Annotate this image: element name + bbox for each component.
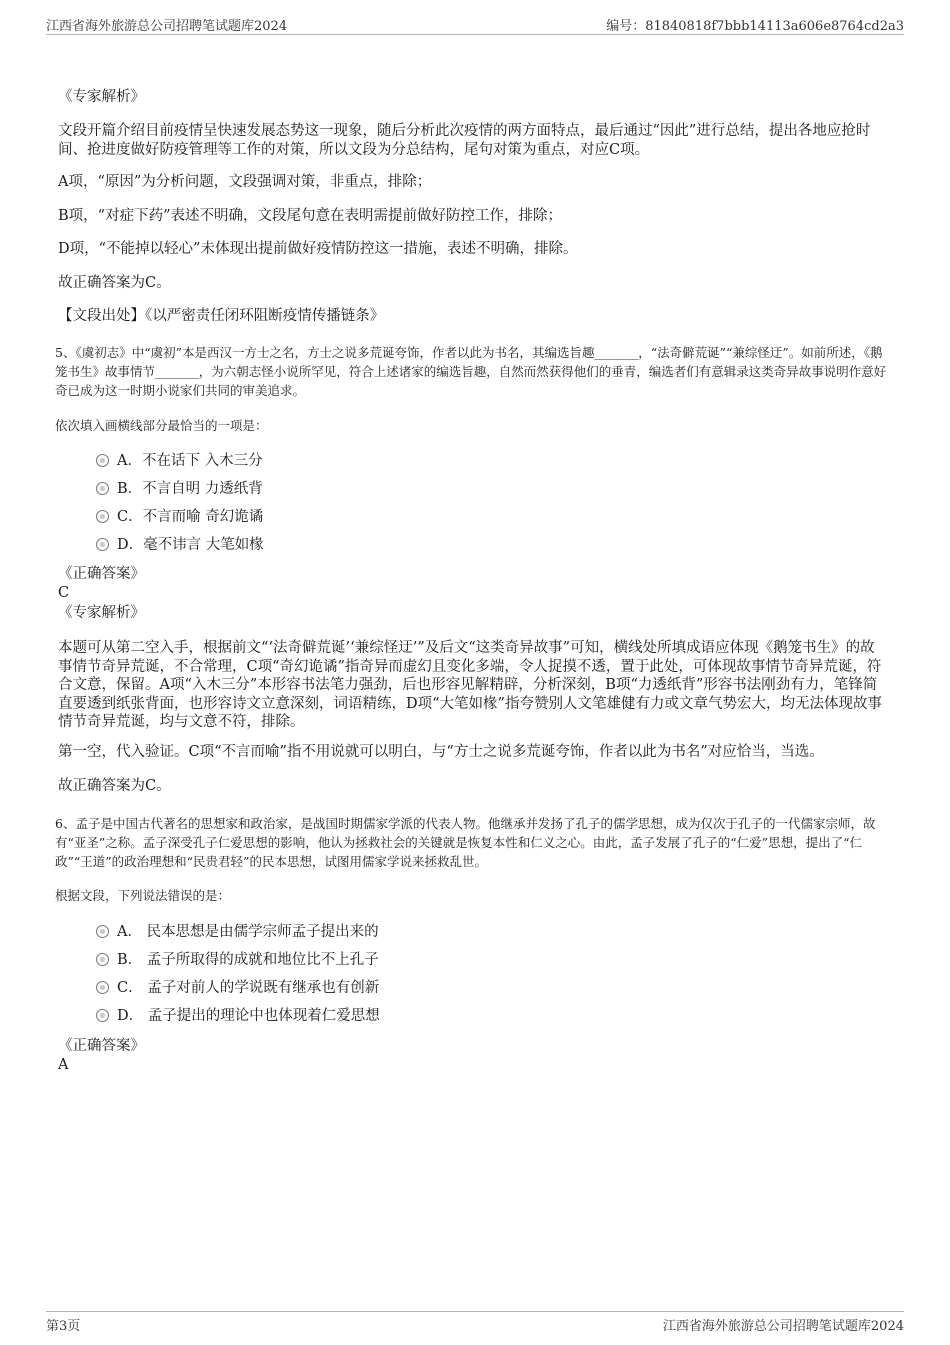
q6-answer: A [58,1057,69,1073]
q5-option-a[interactable] [96,451,263,471]
radio-icon[interactable] [96,482,109,495]
radio-icon[interactable] [96,1009,109,1022]
q4-conclusion: 故正确答案为C。 [58,275,171,291]
q5-option-b[interactable] [96,479,263,499]
q6-option-d-label: D． 孟子提出的理论中也体现着仁爱思想 [117,1008,380,1024]
page-footer [46,1311,904,1334]
q5-option-c[interactable] [96,507,263,527]
q6-option-c-label: C． 孟子对前人的学说既有继承也有创新 [117,980,380,996]
q5-conclusion: 故正确答案为C。 [58,778,171,794]
q5-answer: C [58,585,70,601]
radio-icon[interactable] [96,925,109,938]
q5-option-b-label: B．不言自明 力透纸背 [117,481,263,497]
q4-analysis-paragraph: 文段开篇介绍目前疫情呈快速发展态势这一现象，随后分析此次疫情的两方面特点，最后通过“因此”进行总结，提出各地应抢时间、抢进度做好防疫管理等工作的对策，所以文段为分总结构，尾句对策为重点，对应C项。 [58,123,871,158]
q4-analysis-option-a: A项，“原因”为分析问题，文段强调对策，非重点，排除； [58,174,432,190]
q4-analysis-label: 《专家解析》 [58,89,145,105]
q5-option-d-label: D．毫不讳言 大笔如椽 [117,537,264,553]
radio-icon[interactable] [96,538,109,551]
q6-option-b-label: B． 孟子所取得的成就和地位比不上孔子 [117,952,379,968]
header-document-id: 编号：81840818f7bbb14113a606e8764cd2a3 [606,19,904,34]
q6-option-a[interactable] [96,922,379,942]
radio-icon[interactable] [96,981,109,994]
q6-stem: 6、孟子是中国古代著名的思想家和政治家，是战国时期儒家学派的代表人物。他继承并发扬了孔子的儒学思想，成为仅次于孔子的一代儒家宗师，故有“亚圣”之称。孟子深受孔子仁爱思想的影响，他认为拯救社会的关键就是恢复本性和仁义之心。由此，孟子发展了孔子的“仁爱”思想，提出了“仁政”“王道”的政治理想和“民贵君轻”的民本思想，试图用儒家学说来拯救乱世。 [55,816,876,869]
radio-icon[interactable] [96,510,109,523]
q4-analysis-option-d: D项，“不能掉以轻心”未体现出提前做好疫情防控这一措施，表述不明确，排除。 [58,241,578,257]
q6-option-c[interactable] [96,978,379,998]
q5-analysis-label: 《专家解析》 [58,605,145,621]
radio-icon[interactable] [96,454,109,467]
header-title: 江西省海外旅游总公司招聘笔试题库2024 [46,19,288,34]
footer-title: 江西省海外旅游总公司招聘笔试题库2024 [662,1319,904,1334]
q4-analysis-option-b: B项，“对症下药”表述不明确，文段尾句意在表明需提前做好防控工作，排除； [58,208,562,224]
q5-answer-label: 《正确答案》 [58,566,145,582]
q5-option-d[interactable] [96,535,264,555]
q6-option-a-label: A． 民本思想是由儒学宗师孟子提出来的 [117,924,379,940]
q6-answer-label: 《正确答案》 [58,1038,145,1054]
q5-option-a-label: A．不在话下 入木三分 [117,453,263,469]
q5-stem: 5、《虞初志》中“虞初”本是西汉一方士之名，方士之说多荒诞夸饰，作者以此为书名，其编选旨趣_______，“法奇僻荒诞”“兼综怪迂”。如前所述，《鹅笼书生》故事情节_______，为六朝志怪小说所罕见，符合上述诸家的编选旨趣，自然而然获得他们的垂青，编选者们有意辑录这类奇异故事说明作意好奇已成为这一时期小说家们共同的审美追求。 [55,345,887,398]
q5-option-c-label: C．不言而喻 奇幻诡谲 [117,509,264,525]
q5-prompt: 依次填入画横线部分最恰当的一项是： [55,418,268,433]
page-header [46,14,904,35]
q6-option-d[interactable] [96,1006,380,1026]
radio-icon[interactable] [96,953,109,966]
q4-source: 【文段出处】《以严密责任闭环阻断疫情传播链条》 [58,308,385,324]
q5-analysis-first-blank: 第一空，代入验证。C项“不言而喻”指不用说就可以明白，与“方士之说多荒诞夸饰，作者以此为书名”对应恰当，当选。 [58,744,824,760]
q5-analysis-paragraph: 本题可从第二空入手，根据前文“‘法奇僻荒诞’‘兼综怪迂’”及后文“这类奇异故事”可知，横线处所填成语应体现《鹅笼书生》的故事情节奇异荒诞，不合常理，C项“奇幻诡谲”指奇异而虚幻且变化多端，令人捉摸不透，置于此处，可体现故事情节奇异荒诞，符合文意，保留。A项“入木三分”本形容书法笔力强劲，后也形容见解精辟，分析深刻，B项“力透纸背”形容书法刚劲有力，笔锋简直要透到纸张背面，也形容诗文立意深刻，词语精练，D项“大笔如椽”指夸赞别人文笔雄健有力或文章气势宏大，均无法体现故事情节奇异荒诞，均与文意不符，排除。 [58,640,882,730]
page-number: 第3页 [46,1319,81,1334]
q6-prompt: 根据文段，下列说法错误的是： [55,888,231,903]
q6-option-b[interactable] [96,950,379,970]
